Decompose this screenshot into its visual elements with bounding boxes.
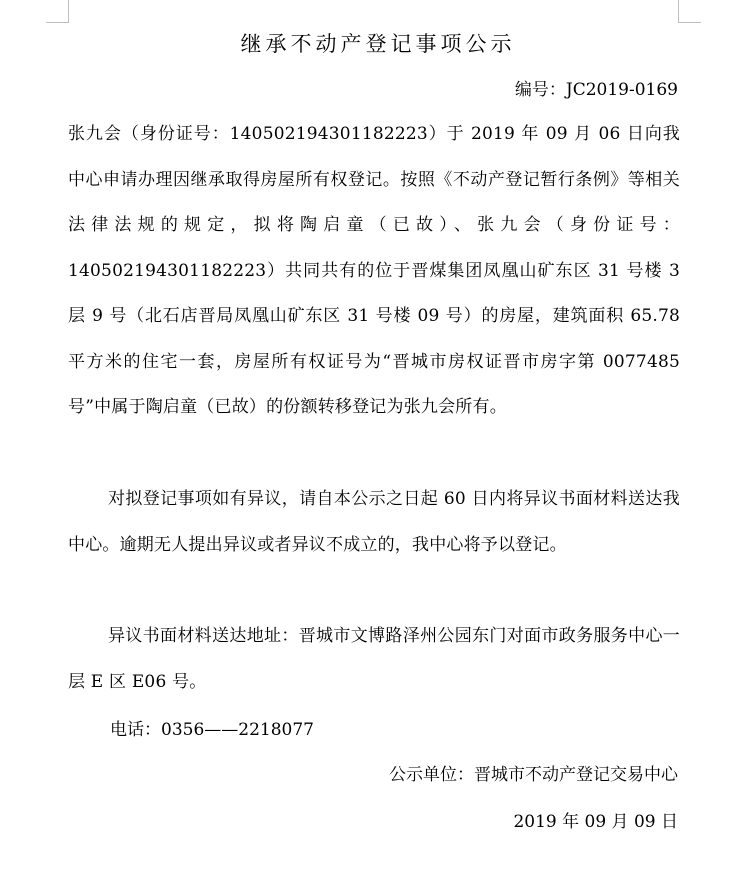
crop-mark-top-left-horizontal (46, 22, 69, 23)
paragraph-objection-notice: 对拟登记事项如有异议，请自本公示之日起 60 日内将异议书面材料送达我中心。逾期无人提出异议或者异议不成立的，我中心将予以登记。 (68, 489, 680, 555)
contact-phone: 电话：0356——2218077 (110, 720, 314, 740)
issuing-unit: 公示单位：晋城市不动产登记交易中心 (389, 765, 678, 785)
crop-mark-top-left-vertical (68, 0, 69, 22)
crop-mark-top-right-horizontal (678, 22, 701, 23)
issue-date: 2019 年 09 月 09 日 (513, 812, 678, 832)
paragraph-objection-address: 异议书面材料送达地址：晋城市文博路泽州公园东门对面市政务服务中心一层 E 区 E06 号。 (68, 626, 680, 692)
document-number: 编号：JC2019-0169 (514, 80, 678, 100)
document-title: 继承不动产登记事项公示 (240, 32, 516, 56)
crop-mark-top-right-vertical (678, 0, 679, 22)
paragraph-registration-details: 张九会（身份证号：140502194301182223）于 2019 年 09 月 06 日向我中心申请办理因继承取得房屋所有权登记。按照《不动产登记暂行条例》等相关法律法规的规定，拟将陶启童（已故）、张九会（身份证号：140502194301182223）共同共有的位于晋煤集团凤凰山矿东区 31 号楼 3 层 9 号（北石店晋局凤凰山矿东区 31 号楼 09 号）的房屋，建筑面积 65.78 平方米的住宅一套，房屋所有权证号为“晋城市房权证晋市房字第 0077485 号”中属于陶启童（已故）的份额转移登记为张九会所有。 (68, 124, 680, 417)
